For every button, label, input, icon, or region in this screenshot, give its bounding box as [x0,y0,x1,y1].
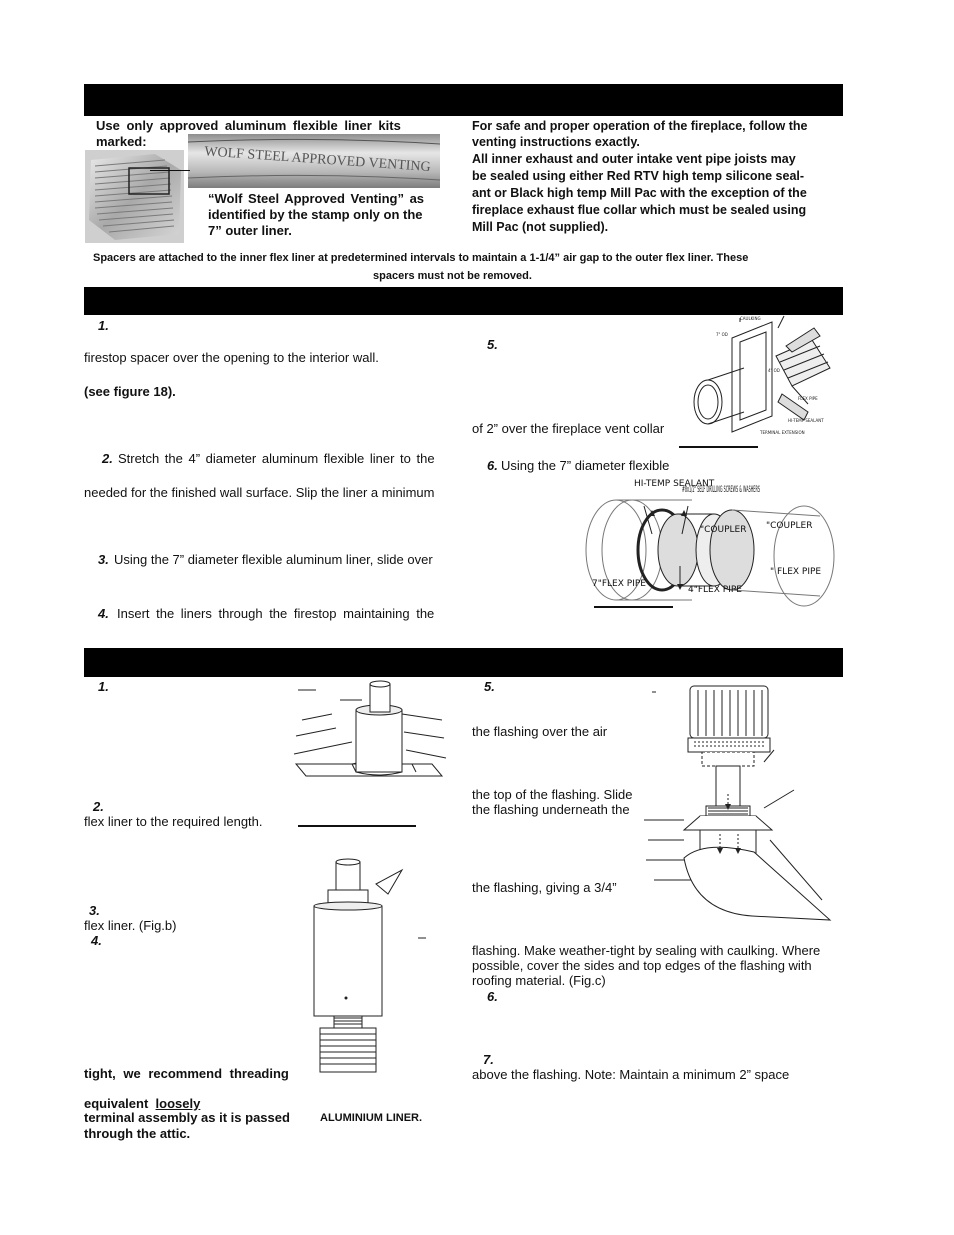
svg-text:"COUPLER: "COUPLER [700,525,747,535]
safety-notes [472,118,842,235]
figure-caption-underline-b [594,606,673,608]
roof-step-7-num: 7. [483,1052,494,1067]
roof-top-flashing-1: the top of the flashing. Slide [472,787,633,802]
roof-flashing-figure-c [644,680,840,926]
interior-step-4-num: 4. [98,606,109,621]
roof-step-4-num: 4. [91,933,102,948]
interior-step-3-num: 3. [98,552,109,567]
coupler-figure [582,476,842,608]
roof-weather-1: flashing. Make weather-tight by sealing with caulking. Where [472,943,821,958]
approved-caption-1: “Wolf Steel Approved Venting” as [208,191,425,206]
stamp-closeup-photo [188,134,440,188]
interior-step-1-text: firestop spacer over the opening to the interior wall. [84,350,379,365]
aluminium-liner-caption: ALUMINIUM LINER. [320,1112,423,1124]
interior-step-4-text: Insert the liners through the firestop maintaining the [117,606,435,621]
interior-step-1-num: 1. [98,318,109,333]
fig-a-caption-underline [298,825,416,827]
interior-step-5-num: 5. [487,337,498,352]
interior-step-5-text: of 2” over the fireplace vent collar [472,421,665,436]
svg-text:CAULKING: CAULKING [740,316,761,321]
callout-line [150,170,190,171]
roof-top-flashing-2: the flashing underneath the [472,802,630,817]
interior-step-2-text-2: needed for the finished wall surface. Slip the liner a minimum [84,485,435,500]
roof-step-2-text: flex liner to the required length. [84,814,263,829]
roof-step-3-text: flex liner. (Fig.b) [84,918,177,933]
svg-text:FLEX PIPE: FLEX PIPE [798,396,818,401]
svg-text:HI-TEMP SEALANT: HI-TEMP SEALANT [634,479,715,489]
approved-caption-2: identified by the stamp only on the [208,207,423,222]
svg-text:HI-TEMP SEALANT: HI-TEMP SEALANT [788,418,824,423]
safety-line-2: venting instructions exactly. [472,135,640,149]
interior-step-2-text-1: Stretch the 4” diameter aluminum flexible liner to the [118,451,435,466]
safety-line-3: All inner exhaust and outer intake vent pipe joists may [472,152,796,166]
roof-step-1-num: 1. [98,679,109,694]
figure-caption-underline-a [679,446,758,448]
svg-text:4" OD: 4" OD [768,368,780,373]
roof-step-3-num: 3. [89,903,100,918]
svg-text:TERMINAL EXTENSION: TERMINAL EXTENSION [760,430,805,435]
svg-text:7"FLEX PIPE: 7"FLEX PIPE [592,579,646,589]
roof-step-6-num: 6. [487,989,498,1004]
safety-line-5: ant or Black high temp Mill Pac with the exception of the [472,186,807,200]
roof-giving-gap: the flashing, giving a 3/4” [472,880,617,895]
interior-step-1-ref: (see figure 18). [84,384,176,399]
flex-liner-photo [85,150,184,243]
approved-caption-3: 7” outer liner. [208,223,292,238]
approved-line-1: Use only approved aluminum flexible liner kits [96,118,401,133]
roof-terminal-text-2: through the attic. [84,1126,191,1141]
vent-collar-figure [680,316,840,446]
approved-line-2: marked: [96,134,147,149]
roof-step-5-num: 5. [484,679,495,694]
interior-step-3-text: Using the 7” diameter flexible aluminum liner, slide over [114,552,433,567]
roof-equivalent-a: equivalent [84,1096,149,1111]
interior-step-6-num: 6. [487,458,498,473]
spacers-note-2: spacers must not be removed. [373,270,532,282]
svg-text:" FLEX PIPE: " FLEX PIPE [770,567,822,577]
svg-text:7" OD: 7" OD [716,332,728,337]
roof-pipe-figure-a [292,680,448,786]
roof-terminal-text-1: terminal assembly as it is passed [84,1110,290,1125]
roof-above-flashing: above the flashing. Note: Maintain a minimum 2” space [472,1067,790,1082]
interior-step-6-text: Using the 7” diameter flexible [501,458,670,473]
roof-flashing-air: the flashing over the air [472,724,608,739]
svg-text:WOLF STEEL APPROVED VENTING: WOLF STEEL APPROVED VENTING [203,144,432,176]
roof-weather-2: possible, cover the sides and top edges of the flashing with [472,958,812,973]
roof-tight-text: tight, we recommend threading [84,1066,289,1081]
safety-line-1: For safe and proper operation of the fireplace, follow the [472,119,808,133]
section-header-bar-3 [84,648,843,677]
svg-text:#8x1/2" SELF DRILLING SCREWS &: #8x1/2" SELF DRILLING SCREWS & WASHERS [682,485,761,495]
interior-step-2-num: 2. [102,451,113,466]
spacers-note-1: Spacers are attached to the inner flex liner at predetermined intervals to maintain a 1-1/4” air gap to the outer flex liner. These [93,252,749,264]
section-header-bar-2 [84,287,843,315]
safety-line-6: fireplace exhaust flue collar which must be sealed using [472,203,807,217]
safety-line-4: be sealed using either Red RTV high temp silicone seal- [472,169,805,183]
section-header-bar-1 [84,84,843,116]
roof-terminal-figure-b [310,858,430,1080]
roof-weather-3: roofing material. (Fig.c) [472,973,606,988]
roof-equivalent-loosely: loosely [155,1096,201,1111]
roof-step-2-num: 2. [93,799,104,814]
svg-text:"COUPLER: "COUPLER [766,521,813,531]
safety-line-7: Mill Pac (not supplied). [472,220,609,234]
svg-text:4"FLEX PIPE: 4"FLEX PIPE [688,585,742,595]
